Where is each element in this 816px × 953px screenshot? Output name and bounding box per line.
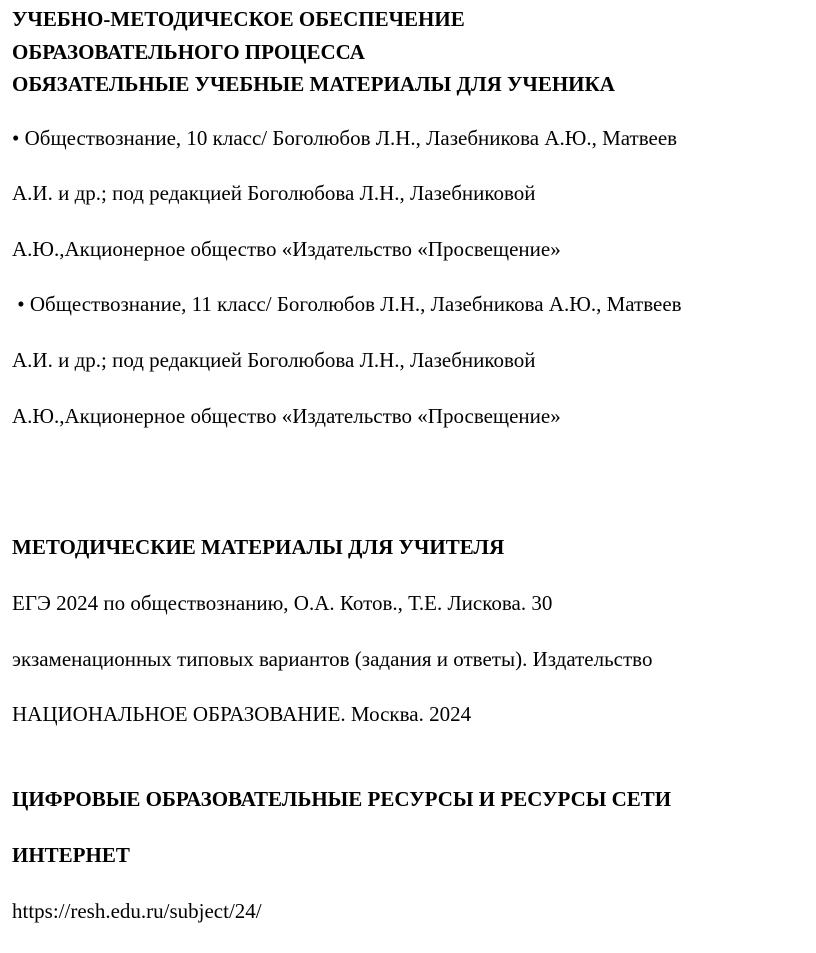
- student-book-11-line-3: А.Ю.,Акционерное общество «Издательство «Просвещение»: [12, 404, 561, 428]
- student-materials-heading: ОБЯЗАТЕЛЬНЫЕ УЧЕБНЫЕ МАТЕРИАЛЫ ДЛЯ УЧЕНИКА: [12, 72, 615, 96]
- header-title-line-1: УЧЕБНО-МЕТОДИЧЕСКОЕ ОБЕСПЕЧЕНИЕ: [12, 7, 465, 31]
- digital-resources-heading-line-2: ИНТЕРНЕТ: [12, 843, 130, 867]
- student-book-10-line-2: А.И. и др.; под редакцией Боголюбова Л.Н., Лазебниковой: [12, 181, 536, 205]
- digital-resources-heading-line-1: ЦИФРОВЫЕ ОБРАЗОВАТЕЛЬНЫЕ РЕСУРСЫ И РЕСУРСЫ СЕТИ: [12, 787, 672, 811]
- student-book-11-line-2: А.И. и др.; под редакцией Боголюбова Л.Н., Лазебниковой: [12, 348, 536, 372]
- student-book-10-line-1: • Обществознание, 10 класс/ Боголюбов Л.Н., Лазебникова А.Ю., Матвеев: [12, 126, 678, 150]
- teacher-material-line-1: ЕГЭ 2024 по обществознанию, О.А. Котов., Т.Е. Лискова. 30: [12, 591, 553, 615]
- teacher-material-line-2: экзаменационных типовых вариантов (задания и ответы). Издательство: [12, 647, 653, 671]
- header-title-line-2: ОБРАЗОВАТЕЛЬНОГО ПРОЦЕССА: [12, 40, 365, 64]
- student-book-11-line-1: • Обществознание, 11 класс/ Боголюбов Л.Н., Лазебникова А.Ю., Матвеев: [12, 292, 682, 316]
- student-book-10-line-3: А.Ю.,Акционерное общество «Издательство «Просвещение»: [12, 237, 561, 261]
- teacher-material-line-3: НАЦИОНАЛЬНОЕ ОБРАЗОВАНИЕ. Москва. 2024: [12, 702, 472, 726]
- resource-link[interactable]: https://resh.edu.ru/subject/24/: [12, 899, 262, 923]
- teacher-materials-heading: МЕТОДИЧЕСКИЕ МАТЕРИАЛЫ ДЛЯ УЧИТЕЛЯ: [12, 535, 505, 559]
